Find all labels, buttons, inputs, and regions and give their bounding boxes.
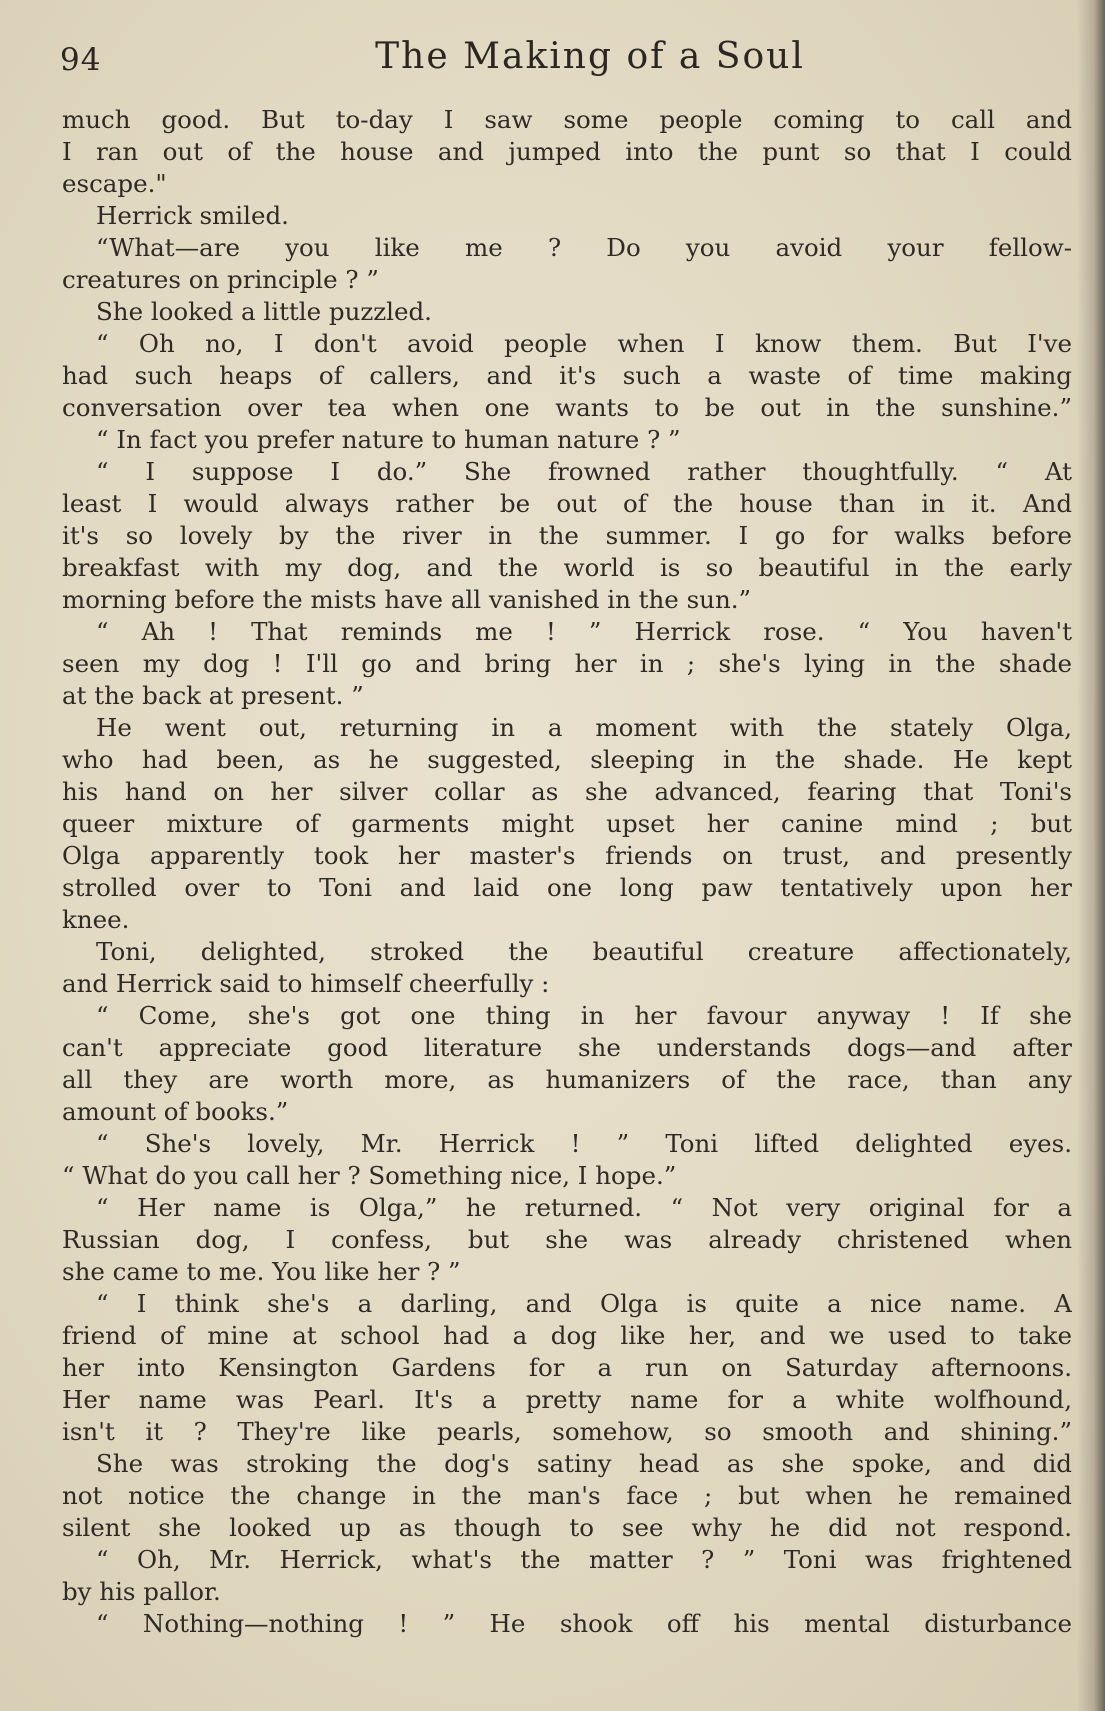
text-line: it's so lovely by the river in the summer. I go for walks before	[62, 521, 1072, 550]
text-line: Toni, delighted, stroked the beautiful creature affectionately,	[96, 937, 1072, 966]
running-header	[60, 36, 1050, 86]
text-line: Her name was Pearl. It's a pretty name for a white wolfhound,	[62, 1385, 1072, 1414]
text-line: queer mixture of garments might upset her canine mind ; but	[62, 809, 1072, 838]
running-title: The Making of a Soul	[375, 36, 805, 77]
text-line: conversation over tea when one wants to be out in the sunshine.”	[62, 393, 1072, 422]
text-line: Olga apparently took her master's friends on trust, and presently	[62, 841, 1072, 870]
text-line: breakfast with my dog, and the world is so beautiful in the early	[62, 553, 1072, 582]
text-line: I ran out of the house and jumped into the punt so that I could	[62, 137, 1072, 166]
text-line: can't appreciate good literature she understands dogs—and after	[62, 1033, 1072, 1062]
text-line: by his pallor.	[62, 1577, 221, 1606]
text-line: much good. But to-day I saw some people coming to call and	[62, 105, 1072, 134]
text-line: silent she looked up as though to see why he did not respond.	[62, 1513, 1072, 1542]
text-line: all they are worth more, as humanizers of the race, than any	[62, 1065, 1072, 1094]
text-line: and Herrick said to himself cheerfully :	[62, 969, 550, 998]
text-line: knee.	[62, 905, 130, 934]
text-line: “ What do you call her ? Something nice, I hope.”	[62, 1161, 677, 1190]
text-line: her into Kensington Gardens for a run on Saturday afternoons.	[62, 1353, 1072, 1382]
text-line: not notice the change in the man's face ; but when he remained	[62, 1481, 1072, 1510]
text-line: Russian dog, I confess, but she was already christened when	[62, 1225, 1072, 1254]
text-line: She was stroking the dog's satiny head as she spoke, and did	[96, 1449, 1072, 1478]
text-line: his hand on her silver collar as she advanced, fearing that Toni's	[62, 777, 1072, 806]
text-line: at the back at present. ”	[62, 681, 364, 710]
text-line: “ Nothing—nothing ! ” He shook off his mental disturbance	[96, 1609, 1072, 1638]
text-line: amount of books.”	[62, 1097, 289, 1126]
page-number: 94	[60, 42, 102, 78]
text-line: seen my dog ! I'll go and bring her in ; she's lying in the shade	[62, 649, 1072, 678]
text-line: “ I think she's a darling, and Olga is quite a nice name. A	[96, 1289, 1072, 1318]
text-line: least I would always rather be out of the house than in it. And	[62, 489, 1072, 518]
text-line: “ She's lovely, Mr. Herrick ! ” Toni lifted delighted eyes.	[96, 1129, 1072, 1158]
page-gutter-shadow	[1077, 0, 1105, 1711]
text-line: creatures on principle ? ”	[62, 265, 379, 294]
text-line: She looked a little puzzled.	[96, 297, 432, 326]
text-line: Herrick smiled.	[96, 201, 289, 230]
text-line: who had been, as he suggested, sleeping in the shade. He kept	[62, 745, 1072, 774]
text-line: morning before the mists have all vanished in the sun.”	[62, 585, 752, 614]
text-line: “ Ah ! That reminds me ! ” Herrick rose. “ You haven't	[96, 617, 1072, 646]
text-line: “ I suppose I do.” She frowned rather thoughtfully. “ At	[96, 457, 1072, 486]
text-line: strolled over to Toni and laid one long paw tentatively upon her	[62, 873, 1072, 902]
text-line: “ In fact you prefer nature to human nature ? ”	[96, 425, 681, 454]
body-text	[62, 104, 1072, 1640]
text-line: “What—are you like me ? Do you avoid your fellow-	[96, 233, 1072, 262]
text-line: “ Oh, Mr. Herrick, what's the matter ? ” Toni was frightened	[96, 1545, 1072, 1574]
text-line: “ Her name is Olga,” he returned. “ Not very original for a	[96, 1193, 1072, 1222]
text-line: had such heaps of callers, and it's such a waste of time making	[62, 361, 1072, 390]
text-line: friend of mine at school had a dog like her, and we used to take	[62, 1321, 1072, 1350]
text-line: He went out, returning in a moment with the stately Olga,	[96, 713, 1072, 742]
text-line: she came to me. You like her ? ”	[62, 1257, 461, 1286]
text-line: escape."	[62, 169, 167, 198]
text-line: “ Oh no, I don't avoid people when I know them. But I've	[96, 329, 1072, 358]
text-line: “ Come, she's got one thing in her favour anyway ! If she	[96, 1001, 1072, 1030]
text-line: isn't it ? They're like pearls, somehow, so smooth and shining.”	[62, 1417, 1072, 1446]
